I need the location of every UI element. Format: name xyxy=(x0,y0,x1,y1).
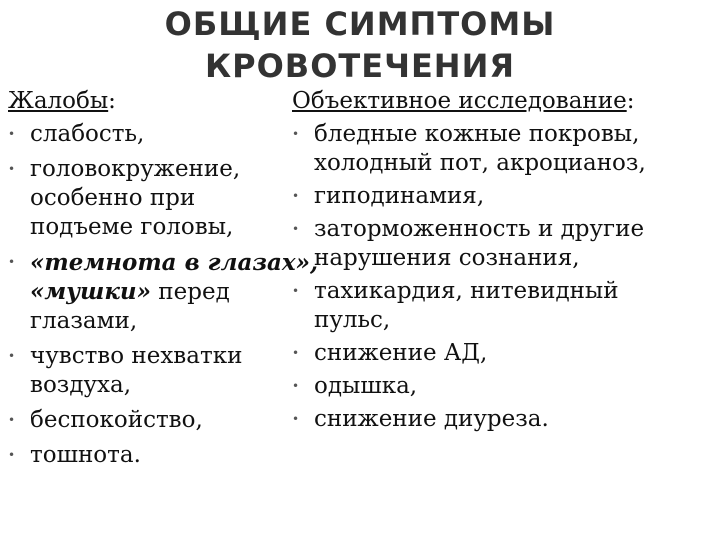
bullet-icon: • xyxy=(292,412,300,426)
bullet-icon: • xyxy=(8,162,16,176)
complaint-line: «мушки» перед xyxy=(30,278,230,305)
complaint-line: беспокойство, xyxy=(30,407,203,433)
complaints-heading-colon: : xyxy=(108,88,116,114)
finding-item xyxy=(292,120,712,178)
complaints-column xyxy=(8,86,319,476)
bullet-icon: • xyxy=(292,189,300,203)
complaints-heading-text: Жалобы xyxy=(8,88,109,114)
complaint-line: глазами, xyxy=(30,308,138,334)
objective-exam-column xyxy=(292,86,712,438)
complaint-item xyxy=(8,120,288,149)
bullet-icon: • xyxy=(8,127,16,141)
finding-item xyxy=(292,339,712,368)
complaint-line: слабость, xyxy=(30,121,145,147)
complaint-line: воздуха, xyxy=(30,372,132,398)
complaint-item xyxy=(8,342,288,400)
finding-item xyxy=(292,182,712,211)
complaint-line: особенно при xyxy=(30,185,196,211)
complaint-line: «темнота в глазах», xyxy=(30,249,319,276)
bullet-icon: • xyxy=(8,349,16,363)
bullet-icon: • xyxy=(292,127,300,141)
objective-exam-list xyxy=(292,120,712,434)
complaint-line-italic-part: «мушки» xyxy=(30,278,151,305)
complaint-item xyxy=(8,406,288,435)
bullet-icon: • xyxy=(292,284,300,298)
slide-title xyxy=(0,3,720,87)
bullet-icon: • xyxy=(292,379,300,393)
finding-line: холодный пот, акроцианоз, xyxy=(314,150,646,176)
complaint-line: чувство нехватки xyxy=(30,343,243,369)
finding-item xyxy=(292,215,712,273)
complaint-item xyxy=(8,441,288,470)
bullet-icon: • xyxy=(8,413,16,427)
finding-item xyxy=(292,372,712,401)
finding-line: бледные кожные покровы, xyxy=(314,121,640,147)
bullet-icon: • xyxy=(292,346,300,360)
bullet-icon: • xyxy=(292,222,300,236)
slide-title-line-2: КРОВОТЕЧЕНИЯ xyxy=(204,47,515,85)
objective-exam-heading xyxy=(292,86,712,116)
complaint-item xyxy=(8,155,288,242)
finding-line: нарушения сознания, xyxy=(314,245,580,271)
complaint-line: подъеме головы, xyxy=(30,214,234,240)
complaints-list xyxy=(8,120,319,470)
finding-line: гиподинамия, xyxy=(314,183,485,209)
finding-item xyxy=(292,277,712,335)
bullet-icon: • xyxy=(8,448,16,462)
complaint-line: головокружение, xyxy=(30,156,241,182)
finding-line: одышка, xyxy=(314,373,418,399)
complaints-heading xyxy=(8,86,288,116)
objective-exam-heading-text: Объективное исследование xyxy=(292,88,627,114)
finding-line: пульс, xyxy=(314,307,391,333)
objective-exam-heading-colon: : xyxy=(626,88,635,114)
finding-item xyxy=(292,405,712,434)
finding-line: заторможенность и другие xyxy=(314,216,645,242)
finding-line: снижение АД, xyxy=(314,340,488,366)
finding-line: тахикардия, нитевидный xyxy=(314,278,619,304)
bullet-icon: • xyxy=(8,255,16,269)
complaint-item xyxy=(8,248,319,336)
complaint-line: тошнота. xyxy=(30,442,141,468)
finding-line: снижение диуреза. xyxy=(314,406,549,432)
slide-title-line-1: ОБЩИЕ СИМПТОМЫ xyxy=(164,5,556,43)
